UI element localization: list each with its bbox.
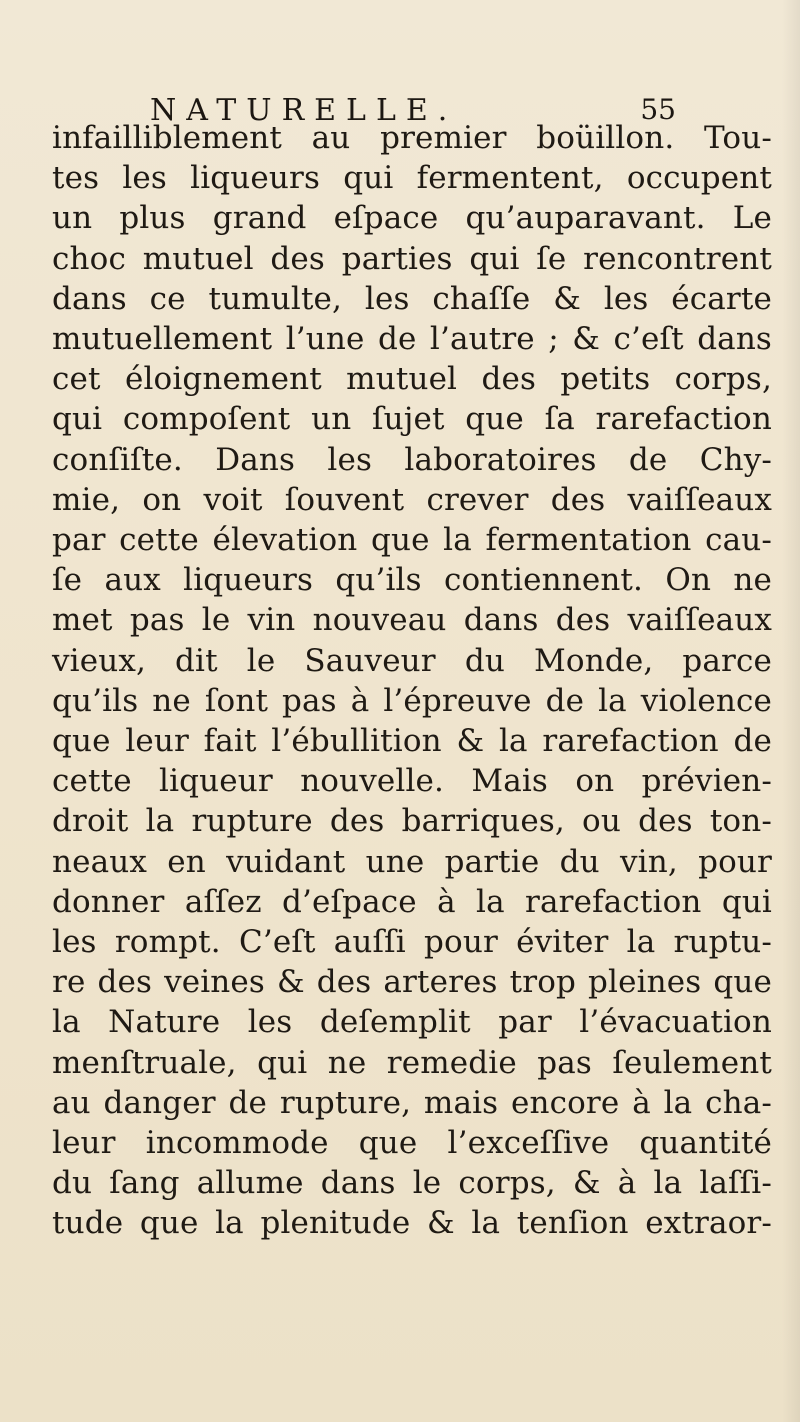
text-line: conſiſte. Dans les laboratoires de Chy-	[52, 441, 772, 478]
page-number: 55	[640, 93, 676, 126]
body-text	[52, 118, 772, 1244]
text-line: du ſang allume dans le corps, & à la laſſi-	[52, 1165, 772, 1202]
text-line: vieux, dit le Sauveur du Monde, parce	[52, 642, 772, 679]
text-line: qu’ils ne ſont pas à l’épreuve de la violence	[52, 682, 772, 719]
text-line: mutuellement l’une de l’autre ; & c’eſt dans	[52, 321, 772, 358]
text-line: droit la rupture des barriques, ou des ton-	[52, 803, 772, 840]
text-line: leur incommode que l’exceſſive quantité	[52, 1125, 772, 1162]
page-edge-shadow	[782, 0, 800, 1422]
text-line: tude que la plenitude & la tenſion extraor-	[52, 1205, 772, 1242]
text-line: au danger de rupture, mais encore à la cha-	[52, 1084, 772, 1121]
text-line: tes les liqueurs qui fermentent, occupent	[52, 160, 772, 197]
text-line: ſe aux liqueurs qu’ils contiennent. On ne	[52, 562, 772, 599]
text-line: cette liqueur nouvelle. Mais on prévien-	[52, 763, 772, 800]
text-line: la Nature les deſemplit par l’évacuation	[52, 1004, 772, 1041]
text-line: dans ce tumulte, les chaſſe & les écarte	[52, 280, 772, 317]
text-line: neaux en vuidant une partie du vin, pour	[52, 843, 772, 880]
running-title: NATURELLE.	[150, 93, 458, 128]
text-line: choc mutuel des parties qui ſe rencontrent	[52, 240, 772, 277]
text-line: met pas le vin nouveau dans des vaiſſeaux	[52, 602, 772, 639]
text-line: infailliblement au premier boüillon. Tou-	[52, 120, 772, 156]
text-line: donner aſſez d’eſpace à la rarefaction qui	[52, 883, 772, 920]
text-line: qui compoſent un ſujet que ſa rarefaction	[52, 401, 772, 438]
text-line: que leur fait l’ébullition & la rarefaction de	[52, 723, 772, 760]
text-line: par cette élevation que la fermentation cau-	[52, 522, 772, 559]
text-line: un plus grand eſpace qu’auparavant. Le	[52, 200, 772, 237]
text-line: les rompt. C’eſt auſſi pour éviter la ruptu-	[52, 924, 772, 961]
text-line: re des veines & des arteres trop pleines que	[52, 964, 772, 1001]
text-line: menſtruale, qui ne remedie pas ſeulement	[52, 1044, 772, 1081]
text-line: cet éloignement mutuel des petits corps,	[52, 361, 772, 398]
text-line: mie, on voit ſouvent crever des vaiſſeaux	[52, 481, 772, 518]
